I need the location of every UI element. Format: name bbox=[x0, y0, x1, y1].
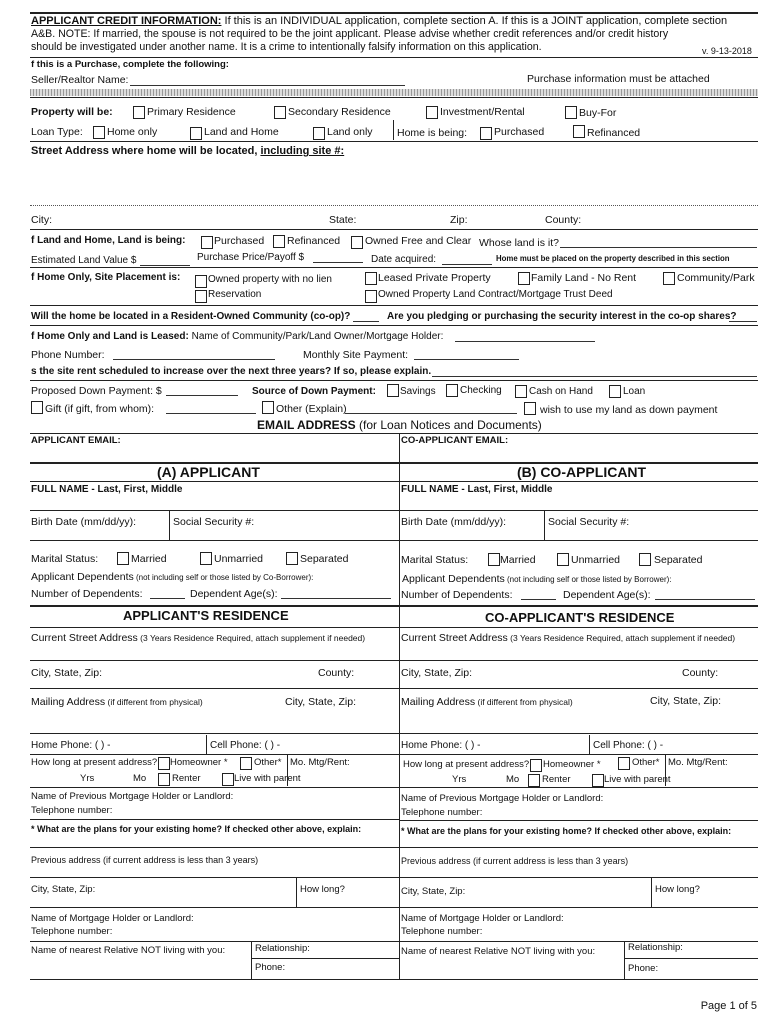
b-live-parent-label: Live with parent bbox=[604, 774, 671, 785]
a-current-address-field[interactable] bbox=[36, 645, 391, 657]
b-prev-csz-label: City, State, Zip: bbox=[401, 886, 466, 897]
rule bbox=[30, 877, 400, 878]
b-dep-age-field[interactable] bbox=[655, 599, 755, 600]
rent-increase-field[interactable] bbox=[432, 376, 757, 377]
rule bbox=[400, 754, 758, 755]
page-number: Page 1 of 5 bbox=[700, 1000, 757, 1012]
rule bbox=[30, 941, 400, 942]
purchased-label: Purchased bbox=[494, 126, 545, 138]
est-land-value-field[interactable] bbox=[140, 265, 190, 266]
b-unmarried-checkbox[interactable] bbox=[557, 553, 569, 566]
land-down-payment-label: wish to use my land as down payment bbox=[540, 404, 718, 416]
rule bbox=[251, 958, 400, 959]
secondary-residence-checkbox[interactable] bbox=[274, 106, 286, 119]
street-label-text: Street Address where home will be located, bbox=[31, 145, 261, 157]
phone-number-field[interactable] bbox=[113, 359, 275, 360]
b-dep-age-label: Dependent Age(s): bbox=[563, 589, 651, 601]
rule bbox=[400, 847, 758, 848]
buy-for-label: Buy-For bbox=[579, 107, 617, 119]
gift-from-field[interactable] bbox=[166, 413, 256, 414]
rule bbox=[296, 877, 297, 907]
refinanced-label: Refinanced bbox=[587, 127, 641, 139]
checking-label: Checking bbox=[460, 385, 502, 396]
coop-answer-field[interactable] bbox=[353, 321, 379, 322]
b-renter-checkbox[interactable] bbox=[528, 774, 540, 787]
a-plans-label: * What are the plans for your existing home? If checked other above, explain: bbox=[31, 824, 362, 834]
b-residence-title: CO-APPLICANT'S RESIDENCE bbox=[485, 610, 675, 625]
a-homeowner-checkbox[interactable] bbox=[158, 757, 170, 770]
seller-field[interactable] bbox=[130, 85, 405, 86]
b-fullname-field[interactable] bbox=[405, 497, 755, 509]
b-mailing-text: Mailing Address bbox=[401, 696, 476, 708]
coapplicant-email-field[interactable] bbox=[405, 447, 755, 459]
a-cell-phone-label: Cell Phone: ( ) - bbox=[210, 740, 281, 751]
other-explain-checkbox[interactable] bbox=[262, 401, 274, 414]
owned-free-label: Owned Free and Clear bbox=[365, 235, 472, 247]
community-name-field[interactable] bbox=[455, 341, 595, 342]
a-unmarried-label: Unmarried bbox=[214, 553, 264, 565]
cash-on-hand-checkbox[interactable] bbox=[515, 385, 527, 398]
home-only-checkbox[interactable] bbox=[93, 126, 105, 139]
land-only-checkbox[interactable] bbox=[313, 127, 325, 140]
rule bbox=[30, 433, 758, 434]
land-contract-checkbox[interactable] bbox=[365, 290, 377, 303]
rule bbox=[400, 660, 758, 661]
b-relative-label: Name of nearest Relative NOT living with you: bbox=[401, 946, 596, 957]
investment-label: Investment/Rental bbox=[440, 106, 525, 118]
buy-for-checkbox[interactable] bbox=[565, 106, 577, 119]
intro-line-3: should be investigated under another name. It is a crime to intentionally falsify information on this application. bbox=[31, 41, 542, 53]
rule bbox=[393, 120, 394, 140]
a-other-checkbox[interactable] bbox=[240, 757, 252, 770]
other-explain-label: Other (Explain) bbox=[276, 403, 347, 415]
a-dependents-label bbox=[31, 571, 313, 583]
purchase-price-field[interactable] bbox=[313, 262, 363, 263]
reservation-label: Reservation bbox=[208, 289, 262, 300]
b-prev-holder-label: Name of Previous Mortgage Holder or Landlord: bbox=[401, 793, 604, 804]
b-current-address-label bbox=[401, 632, 735, 644]
a-prev-addr-label: Previous address (if current address is less than 3 years) bbox=[31, 855, 259, 865]
land-down-payment-checkbox[interactable] bbox=[524, 402, 536, 415]
a-other-label: Other* bbox=[254, 757, 282, 768]
a-married-label: Married bbox=[131, 553, 167, 565]
a-homeowner-label: Homeowner * bbox=[170, 757, 228, 768]
b-cell-phone-label: Cell Phone: ( ) - bbox=[593, 740, 664, 751]
a-fullname-label: FULL NAME - Last, First, Middle bbox=[31, 484, 183, 495]
rule bbox=[589, 735, 590, 755]
a-unmarried-checkbox[interactable] bbox=[200, 552, 212, 565]
whose-land-label: Whose land is it? bbox=[479, 237, 559, 249]
rule bbox=[30, 462, 758, 464]
rule bbox=[30, 229, 758, 230]
a-dependents-note: (not including self or those listed by Co-Borrower): bbox=[133, 573, 314, 582]
a-dependents-text: Applicant Dependents bbox=[31, 571, 134, 583]
intro-line-1: If this is an INDIVIDUAL application, complete section A. If this is a JOINT application, complete section bbox=[221, 15, 728, 27]
a-current-note: (3 Years Residence Required, attach supplement if needed) bbox=[137, 633, 366, 643]
rule bbox=[544, 510, 545, 540]
a-dep-age-field[interactable] bbox=[281, 598, 391, 599]
secondary-residence-label: Secondary Residence bbox=[288, 106, 391, 118]
version-label: v. 9-13-2018 bbox=[702, 46, 752, 56]
rule bbox=[400, 688, 758, 689]
site-placement-label: f Home Only, Site Placement is: bbox=[31, 272, 181, 283]
rule bbox=[651, 877, 652, 907]
a-num-dep-label: Number of Dependents: bbox=[31, 588, 143, 600]
coop-question: Will the home be located in a Resident-Owned Community (co-op)? bbox=[31, 311, 351, 322]
a-marital-label: Marital Status: bbox=[31, 553, 99, 565]
city-label: City: bbox=[31, 214, 52, 226]
b-other-checkbox[interactable] bbox=[618, 757, 630, 770]
loan-checkbox[interactable] bbox=[609, 385, 621, 398]
b-mailing-note: (if different from physical) bbox=[475, 697, 573, 707]
b-marital-label: Marital Status: bbox=[401, 554, 469, 566]
date-acquired-label: Date acquired: bbox=[371, 254, 437, 265]
applicant-email-field[interactable] bbox=[36, 447, 391, 459]
b-dependents-note: (not including self or those listed by Borrower): bbox=[504, 575, 672, 584]
b-ssn-label: Social Security #: bbox=[548, 516, 630, 528]
purchased-checkbox[interactable] bbox=[480, 127, 492, 140]
email-heading-note: (for Loan Notices and Documents) bbox=[355, 418, 542, 432]
a-telephone-label: Telephone number: bbox=[31, 805, 113, 816]
gift-label: Gift (if gift, from whom): bbox=[45, 403, 155, 415]
property-label: Property will be: bbox=[31, 106, 113, 118]
b-mtg-rent-label: Mo. Mtg/Rent: bbox=[668, 757, 728, 768]
a-yrs-label: Yrs bbox=[80, 773, 95, 784]
top-rule bbox=[30, 12, 758, 14]
a-home-phone-label: Home Phone: ( ) - bbox=[31, 740, 111, 751]
investment-checkbox[interactable] bbox=[426, 106, 438, 119]
loan-label: Loan bbox=[623, 386, 646, 397]
family-land-label: Family Land - No Rent bbox=[531, 272, 637, 284]
county-label: County: bbox=[545, 214, 582, 226]
street-address-field[interactable] bbox=[40, 160, 740, 204]
land-refinanced-checkbox[interactable] bbox=[273, 235, 285, 248]
gift-checkbox[interactable] bbox=[31, 401, 43, 414]
b-prev-addr-label: Previous address (if current address is less than 3 years) bbox=[401, 856, 629, 866]
b-separated-label: Separated bbox=[654, 554, 703, 566]
b-mailing-label bbox=[401, 696, 573, 708]
intro-line-2: A&B. NOTE: If married, the spouse is not required to be the joint applicant. Please advise whether credit references and/or credit history bbox=[31, 28, 669, 40]
rule bbox=[400, 907, 758, 908]
rule bbox=[251, 941, 252, 979]
a-prev-holder-label: Name of Previous Mortgage Holder or Landlord: bbox=[31, 791, 234, 802]
primary-residence-label: Primary Residence bbox=[147, 106, 236, 118]
land-and-home-label: Land and Home bbox=[204, 126, 279, 138]
phone-number-label: Phone Number: bbox=[31, 349, 105, 361]
b-phone-label: Phone: bbox=[628, 963, 659, 974]
a-live-parent-checkbox[interactable] bbox=[222, 773, 234, 786]
a-current-address-label bbox=[31, 632, 365, 644]
seller-label: Seller/Realtor Name: bbox=[31, 74, 129, 86]
rule bbox=[30, 979, 758, 980]
purchase-price-label: Purchase Price/Payoff $ bbox=[197, 252, 305, 263]
b-home-phone-label: Home Phone: ( ) - bbox=[401, 740, 481, 751]
rule bbox=[624, 958, 758, 959]
email-heading bbox=[257, 419, 542, 433]
state-label: State: bbox=[329, 214, 357, 226]
home-is-being-label: Home is being: bbox=[397, 127, 468, 139]
coop-shares-question: Are you pledging or purchasing the security interest in the co-op shares? bbox=[387, 311, 737, 322]
rule bbox=[30, 847, 400, 848]
coop-shares-field[interactable] bbox=[729, 321, 757, 322]
home-only-label: Home only bbox=[107, 126, 158, 138]
other-explain-field[interactable] bbox=[345, 413, 517, 414]
a-num-dep-field[interactable] bbox=[150, 598, 185, 599]
b-relationship-label: Relationship: bbox=[628, 942, 683, 953]
a-separated-label: Separated bbox=[300, 553, 349, 565]
rule bbox=[30, 267, 758, 268]
b-separated-checkbox[interactable] bbox=[639, 553, 651, 566]
b-current-note: (3 Years Residence Required, attach supplement if needed) bbox=[507, 633, 736, 643]
rule bbox=[30, 754, 400, 755]
b-married-checkbox[interactable] bbox=[488, 553, 500, 566]
land-only-label: Land only bbox=[327, 126, 373, 138]
reservation-checkbox[interactable] bbox=[195, 290, 207, 303]
a-mail-csz-label: City, State, Zip: bbox=[285, 696, 356, 708]
loan-type-label: Loan Type: bbox=[31, 126, 83, 138]
rule bbox=[30, 510, 400, 511]
a-mtg-rent-label: Mo. Mtg/Rent: bbox=[290, 757, 350, 768]
date-acquired-field[interactable] bbox=[442, 264, 492, 265]
a-relationship-label: Relationship: bbox=[255, 943, 310, 954]
rule bbox=[400, 877, 758, 878]
a-how-long-label: How long at present address? bbox=[31, 757, 158, 768]
email-heading-title: EMAIL ADDRESS bbox=[257, 418, 356, 432]
rule bbox=[30, 540, 400, 541]
a-prev-csz-label: City, State, Zip: bbox=[31, 884, 96, 895]
primary-residence-checkbox[interactable] bbox=[133, 106, 145, 119]
rule bbox=[30, 481, 758, 482]
b-renter-label: Renter bbox=[542, 774, 571, 785]
zip-label: Zip: bbox=[450, 214, 468, 226]
purchase-heading: f this is a Purchase, complete the following: bbox=[31, 59, 229, 70]
land-contract-label: Owned Property Land Contract/Mortgage Trust Deed bbox=[378, 289, 613, 300]
land-being-label: f Land and Home, Land is being: bbox=[31, 235, 186, 246]
leased-label: f Home Only and Land is Leased: bbox=[31, 331, 189, 342]
a-mailing-note: (if different from physical) bbox=[105, 697, 203, 707]
a-county-label: County: bbox=[318, 667, 355, 679]
b-current-address-field[interactable] bbox=[405, 645, 755, 657]
monthly-site-field[interactable] bbox=[414, 359, 519, 360]
column-divider bbox=[399, 433, 400, 979]
b-mail-csz-label: City, State, Zip: bbox=[650, 695, 721, 707]
cash-on-hand-label: Cash on Hand bbox=[529, 386, 593, 397]
coapplicant-email-label: CO-APPLICANT EMAIL: bbox=[401, 435, 509, 446]
savings-checkbox[interactable] bbox=[387, 384, 399, 397]
a-relative-label: Name of nearest Relative NOT living with you: bbox=[31, 945, 226, 956]
a-live-parent-label: Live with parent bbox=[234, 773, 301, 784]
b-howlong-label: How long? bbox=[655, 884, 700, 895]
a-csz-label: City, State, Zip: bbox=[31, 667, 102, 679]
a-ssn-label: Social Security #: bbox=[173, 516, 255, 528]
shaded-divider bbox=[30, 89, 758, 96]
rule bbox=[400, 787, 758, 788]
rule bbox=[400, 820, 758, 821]
rule bbox=[30, 141, 758, 142]
land-refinanced-label: Refinanced bbox=[287, 235, 341, 247]
a-tel2-label: Telephone number: bbox=[31, 926, 113, 937]
owned-free-checkbox[interactable] bbox=[351, 236, 363, 249]
rule bbox=[30, 380, 758, 381]
b-homeowner-label: Homeowner * bbox=[543, 759, 601, 770]
b-county-label: County: bbox=[682, 667, 719, 679]
street-address-label bbox=[31, 145, 344, 158]
monthly-site-label: Monthly Site Payment: bbox=[303, 349, 409, 361]
b-current-text: Current Street Address bbox=[401, 632, 508, 644]
leased-info bbox=[31, 331, 443, 343]
rule bbox=[30, 787, 400, 788]
rule bbox=[30, 97, 758, 98]
a-separated-checkbox[interactable] bbox=[286, 552, 298, 565]
rule bbox=[206, 735, 207, 755]
b-holder-label: Name of Mortgage Holder or Landlord: bbox=[401, 913, 564, 924]
a-howlong-label: How long? bbox=[300, 884, 345, 895]
b-homeowner-checkbox[interactable] bbox=[530, 759, 542, 772]
source-down-label: Source of Down Payment: bbox=[252, 386, 376, 397]
b-live-parent-checkbox[interactable] bbox=[592, 774, 604, 787]
leased-private-label: Leased Private Property bbox=[378, 272, 491, 284]
rule bbox=[30, 205, 758, 206]
rule bbox=[30, 819, 400, 820]
a-married-checkbox[interactable] bbox=[117, 552, 129, 565]
rule bbox=[30, 605, 758, 607]
purchase-attach-note: Purchase information must be attached bbox=[527, 73, 710, 85]
b-num-dep-field[interactable] bbox=[521, 599, 556, 600]
rule bbox=[400, 510, 758, 511]
b-mo-label: Mo bbox=[506, 774, 520, 785]
rule bbox=[30, 627, 758, 628]
a-holder-label: Name of Mortgage Holder or Landlord: bbox=[31, 913, 194, 924]
whose-land-field[interactable] bbox=[560, 247, 757, 248]
land-purchased-label: Purchased bbox=[214, 235, 265, 247]
refinanced-checkbox[interactable] bbox=[573, 125, 585, 138]
est-land-value-label: Estimated Land Value $ bbox=[31, 255, 137, 266]
rule bbox=[30, 57, 758, 58]
b-num-dep-label: Number of Dependents: bbox=[401, 589, 513, 601]
rule bbox=[30, 733, 400, 734]
a-dep-age-label: Dependent Age(s): bbox=[190, 588, 278, 600]
b-dependents-label bbox=[402, 573, 672, 585]
family-land-checkbox[interactable] bbox=[518, 272, 530, 285]
proposed-down-field[interactable] bbox=[166, 395, 238, 396]
rule bbox=[30, 688, 400, 689]
rent-increase-question: s the site rent scheduled to increase over the next three years? If so, please explain. bbox=[31, 366, 432, 377]
a-renter-checkbox[interactable] bbox=[158, 773, 170, 786]
credit-info-intro bbox=[31, 15, 727, 28]
a-mo-label: Mo bbox=[133, 773, 147, 784]
leased-private-checkbox[interactable] bbox=[365, 272, 377, 285]
community-park-checkbox[interactable] bbox=[663, 272, 675, 285]
rule bbox=[400, 733, 758, 734]
rule bbox=[400, 941, 758, 942]
a-renter-label: Renter bbox=[172, 773, 201, 784]
rule bbox=[30, 325, 758, 326]
community-park-label: Community/Park bbox=[677, 272, 755, 284]
street-label-underlined: including site #: bbox=[260, 145, 345, 157]
a-residence-title: APPLICANT'S RESIDENCE bbox=[123, 608, 289, 623]
a-birth-label: Birth Date (mm/dd/yy): bbox=[31, 516, 137, 528]
rule bbox=[30, 305, 758, 306]
b-csz-label: City, State, Zip: bbox=[401, 667, 472, 679]
b-birth-label: Birth Date (mm/dd/yy): bbox=[401, 516, 507, 528]
land-purchased-checkbox[interactable] bbox=[201, 236, 213, 249]
leased-name-label: Name of Community/Park/Land Owner/Mortgage Holder: bbox=[188, 331, 444, 342]
b-dependents-text: Applicant Dependents bbox=[402, 573, 505, 585]
a-fullname-field[interactable] bbox=[36, 497, 391, 509]
applicant-email-label: APPLICANT EMAIL: bbox=[31, 435, 121, 446]
b-unmarried-label: Unmarried bbox=[571, 554, 621, 566]
b-telephone-label: Telephone number: bbox=[401, 807, 483, 818]
owned-no-lien-checkbox[interactable] bbox=[195, 275, 207, 288]
b-fullname-label: FULL NAME - Last, First, Middle bbox=[401, 484, 553, 495]
must-be-placed-note: Home must be placed on the property described in this section bbox=[496, 254, 730, 263]
a-current-text: Current Street Address bbox=[31, 632, 138, 644]
applicant-section-title: (A) APPLICANT bbox=[157, 464, 260, 480]
owned-no-lien-label: Owned property with no lien bbox=[208, 274, 332, 285]
b-tel2-label: Telephone number: bbox=[401, 926, 483, 937]
credit-info-title: APPLICANT CREDIT INFORMATION: bbox=[31, 15, 222, 27]
coapplicant-section-title: (B) CO-APPLICANT bbox=[517, 464, 647, 480]
land-and-home-checkbox[interactable] bbox=[190, 127, 202, 140]
b-other-label: Other* bbox=[632, 757, 660, 768]
rule bbox=[624, 941, 625, 979]
rule bbox=[30, 660, 400, 661]
rule bbox=[400, 540, 758, 541]
a-mailing-text: Mailing Address bbox=[31, 696, 106, 708]
rule bbox=[169, 510, 170, 540]
b-yrs-label: Yrs bbox=[452, 774, 467, 785]
savings-label: Savings bbox=[400, 386, 436, 397]
rule bbox=[30, 907, 400, 908]
b-plans-label: * What are the plans for your existing home? If checked other above, explain: bbox=[401, 826, 732, 836]
a-mailing-label bbox=[31, 696, 203, 708]
checking-checkbox[interactable] bbox=[446, 384, 458, 397]
b-married-label: Married bbox=[500, 554, 536, 566]
a-phone-label: Phone: bbox=[255, 962, 286, 973]
proposed-down-label: Proposed Down Payment: $ bbox=[31, 385, 162, 397]
b-how-long-label: How long at present address? bbox=[403, 759, 530, 770]
